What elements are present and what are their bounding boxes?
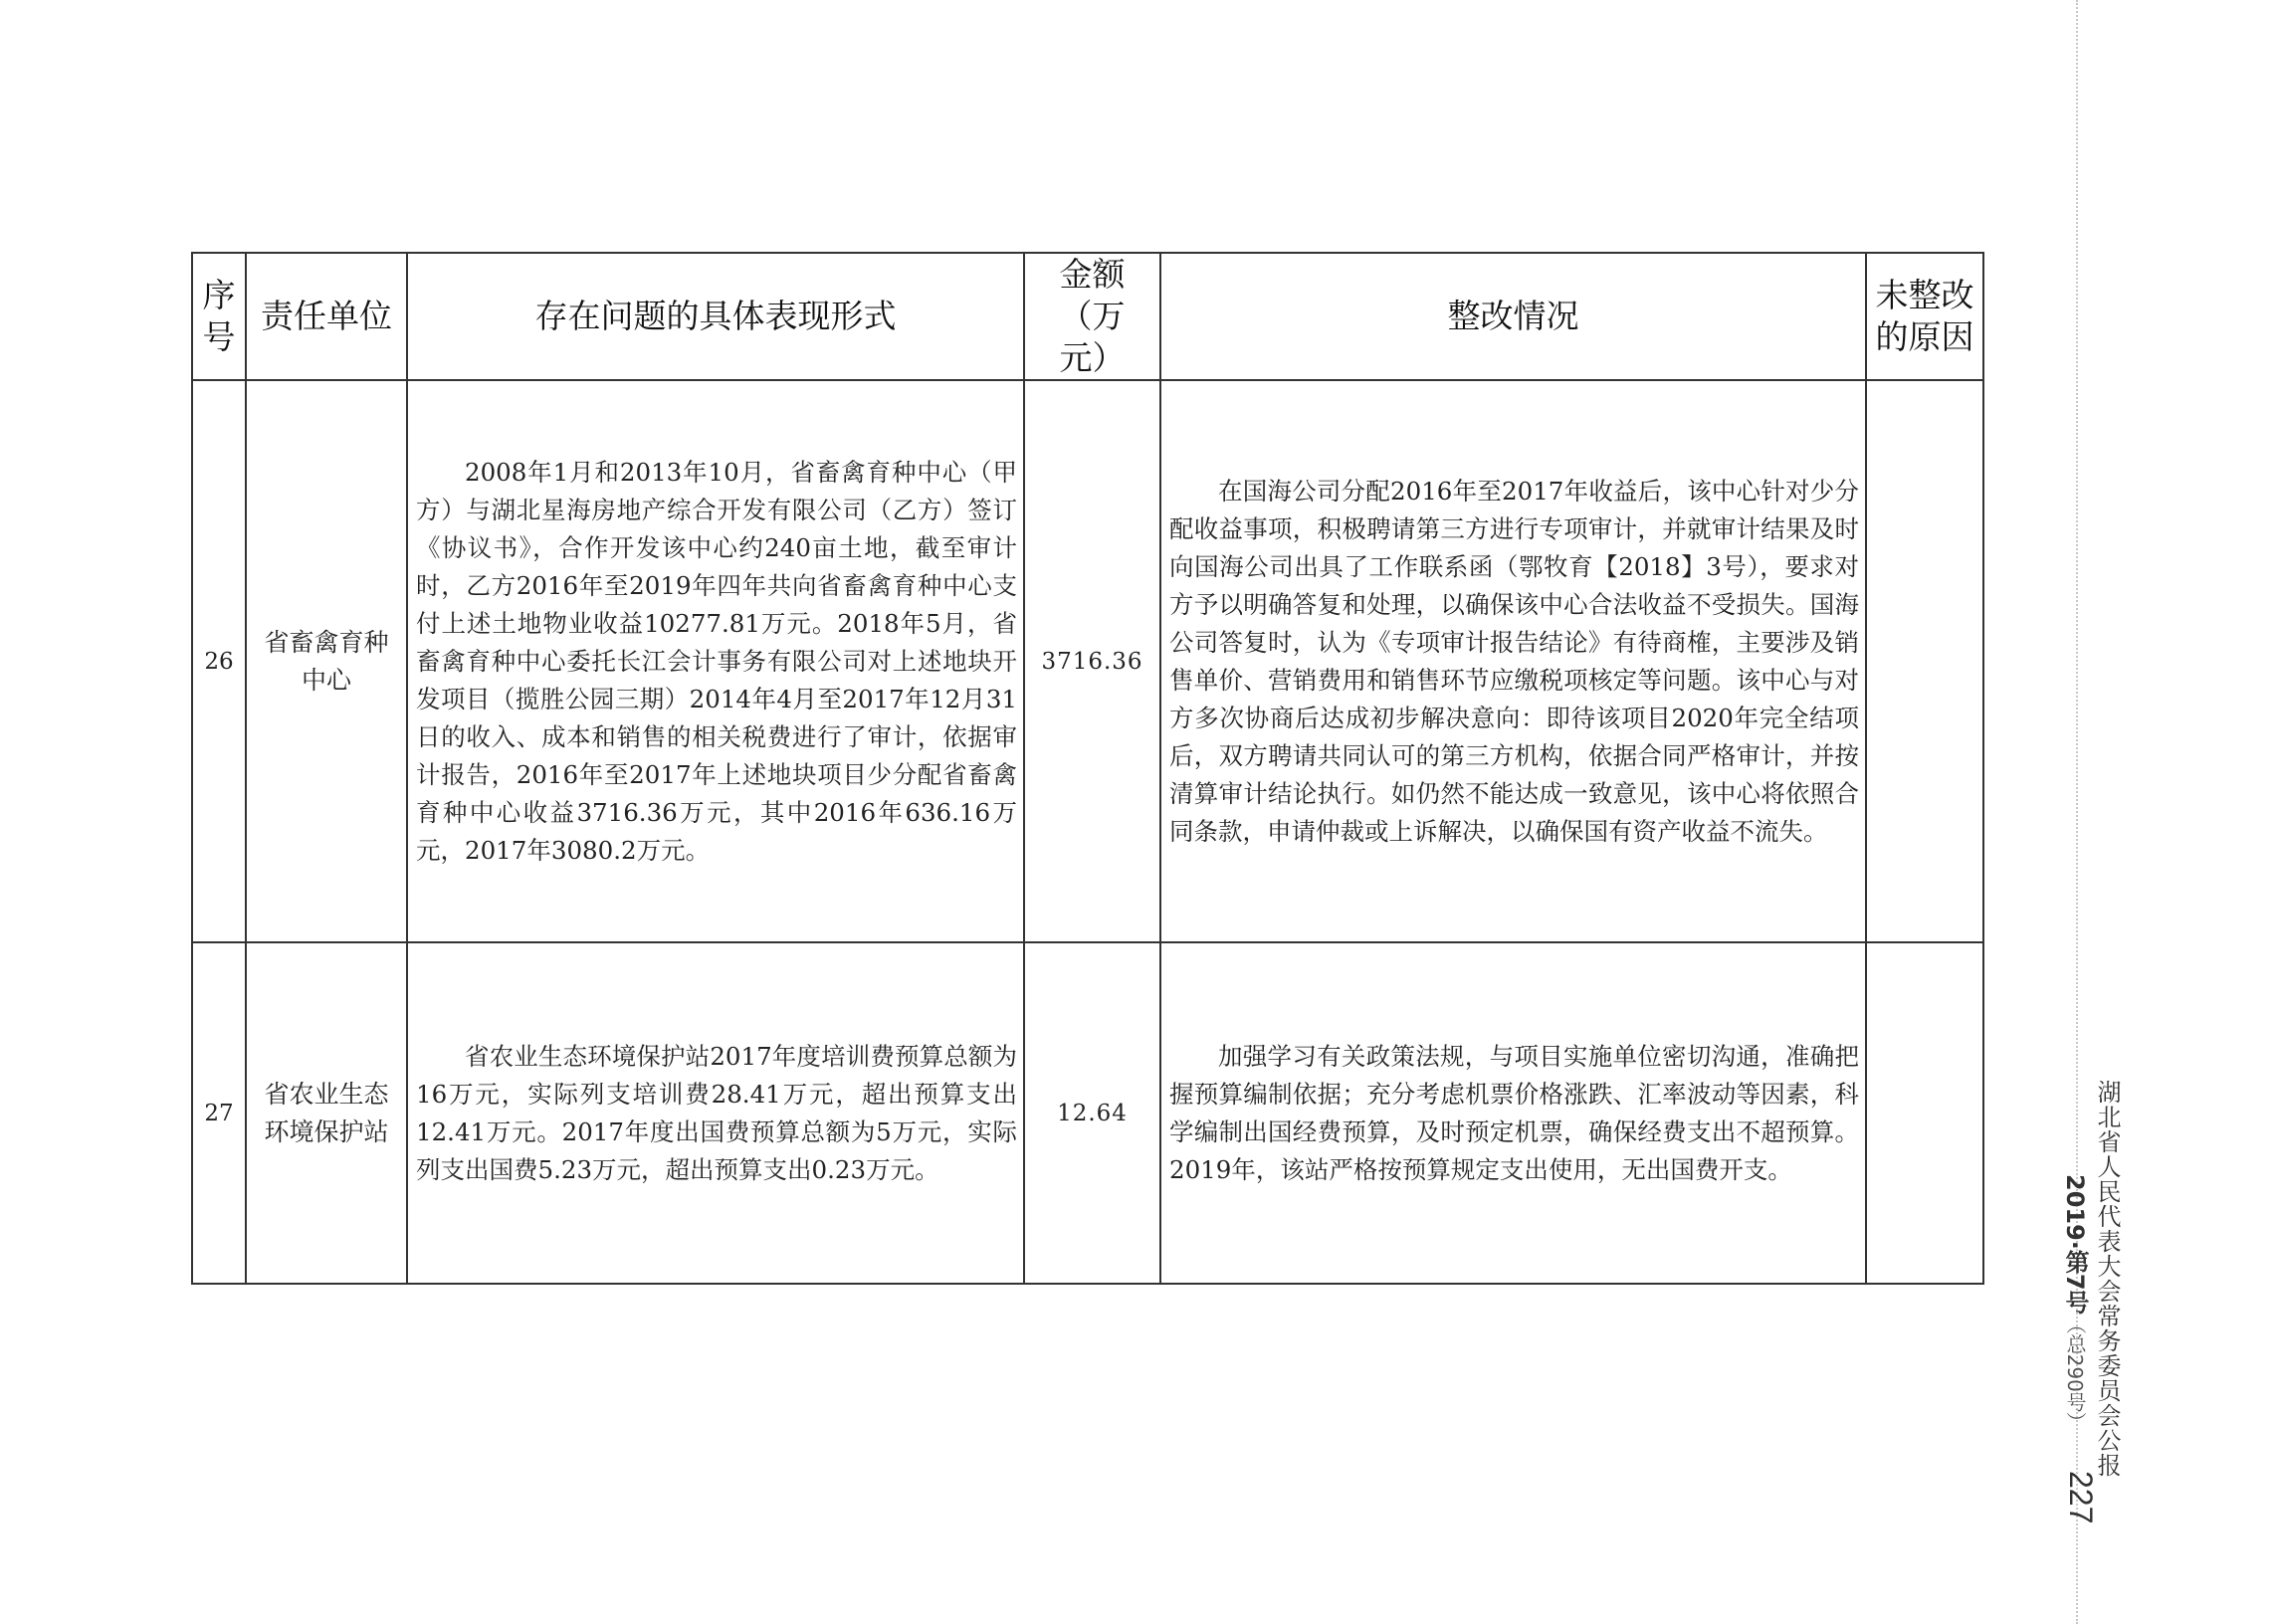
row-index: 27	[192, 942, 246, 1284]
page-number: 227	[2063, 1471, 2099, 1524]
row-problem-text: 2008年1月和2013年10月，省畜禽育种中心（甲方）与湖北星海房地产综合开发有限公司（乙方）签订《协议书》，合作开发该中心约240亩土地，截至审计时，乙方2016年至2019年四年共向省畜禽育种中心支付上述土地物业收益10277.81万元。2018年5月，省畜禽育种中心委托长江会计事务有限公司对上述地块开发项目（揽胜公园三期）2014年4月至2017年12月31日的收入、成本和销售的相关税费进行了审计，依据审计报告，2016年至2017年上述地块项目少分配省畜禽育种中心收益3716.36万元，其中2016年636.16万元，2017年3080.2万元。	[416, 457, 1017, 865]
header-problem: 存在问题的具体表现形式	[407, 253, 1024, 380]
table-row	[192, 942, 1983, 1284]
row-reason	[1866, 942, 1983, 1284]
header-rectification: 整改情况	[1160, 253, 1866, 380]
row-reason	[1866, 380, 1983, 942]
row-problem	[407, 942, 1024, 1284]
row-amount: 12.64	[1024, 942, 1160, 1284]
row-unit: 省畜禽育种中心	[246, 380, 407, 942]
publication-title: 湖北省人民代表大会常务委员会公报	[2093, 1080, 2121, 1478]
row-rectification	[1160, 380, 1866, 942]
issue-total: （总290号）	[2063, 1314, 2087, 1432]
issue-number: 2019·第7号	[2061, 1174, 2089, 1315]
row-problem-text: 省农业生态环境保护站2017年度培训费预算总额为16万元，实际列支培训费28.41万元，超出预算支出12.41万元。2017年度出国费预算总额为5万元，实际列支出国费5.23万元，超出预算支出0.23万元。	[416, 1041, 1017, 1184]
row-rectification-text: 加强学习有关政策法规，与项目实施单位密切沟通，准确把握预算编制依据；充分考虑机票价格涨跌、汇率波动等因素，科学编制出国经费预算，及时预定机票，确保经费支出不超预算。2019年，该站严格按预算规定支出使用，无出国费开支。	[1169, 1041, 1859, 1184]
issue-label	[2060, 1174, 2090, 1432]
row-problem	[407, 380, 1024, 942]
header-index: 序号	[192, 253, 246, 380]
row-rectification	[1160, 942, 1866, 1284]
row-amount: 3716.36	[1024, 380, 1160, 942]
row-index: 26	[192, 380, 246, 942]
row-unit: 省农业生态环境保护站	[246, 942, 407, 1284]
table-header-row	[192, 253, 1983, 380]
row-rectification-text: 在国海公司分配2016年至2017年收益后，该中心针对少分配收益事项，积极聘请第三方进行专项审计，并就审计结果及时向国海公司出具了工作联系函（鄂牧育【2018】3号），要求对方予以明确答复和处理，以确保该中心合法收益不受损失。国海公司答复时，认为《专项审计报告结论》有待商榷，主要涉及销售单价、营销费用和销售环节应缴税项核定等问题。该中心与对方多次协商后达成初步解决意向：即待该项目2020年完全结项后，双方聘请共同认可的第三方机构，依据合同严格审计，并按清算审计结论执行。如仍然不能达成一致意见，该中心将依照合同条款，申请仲裁或上诉解决，以确保国有资产收益不流失。	[1169, 476, 1859, 846]
header-reason: 未整改的原因	[1866, 253, 1983, 380]
table-row	[192, 380, 1983, 942]
header-unit: 责任单位	[246, 253, 407, 380]
header-amount: 金额（万元）	[1024, 253, 1160, 380]
rectification-table	[191, 252, 1984, 1285]
